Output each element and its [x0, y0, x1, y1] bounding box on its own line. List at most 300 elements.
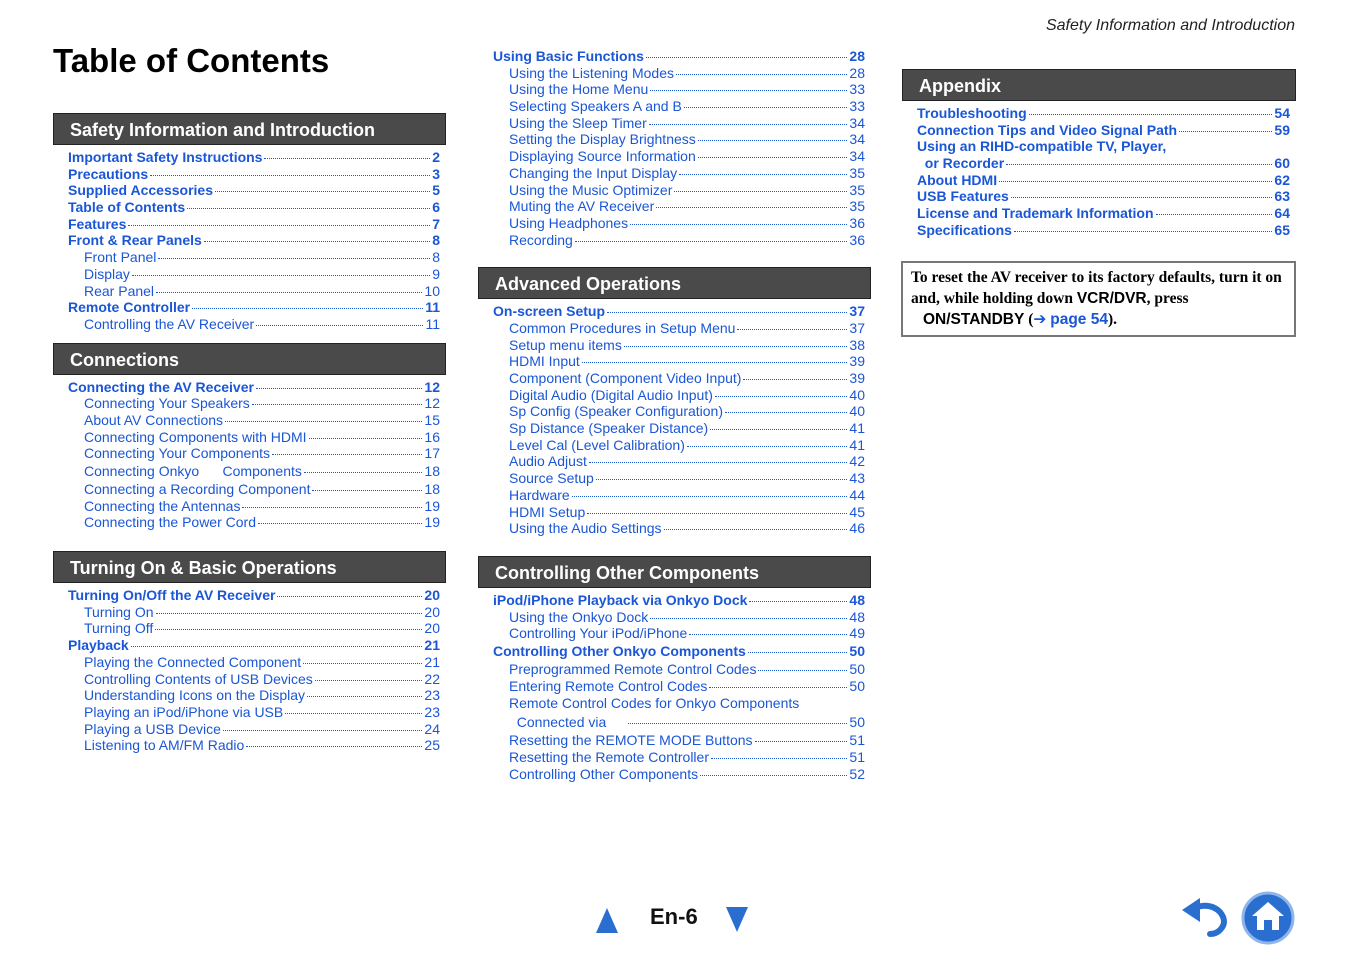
dot-leader [743, 379, 847, 380]
dot-leader [715, 396, 848, 397]
toc-entry[interactable] [53, 149, 446, 166]
dot-leader [225, 421, 422, 422]
toc-entry[interactable] [478, 420, 871, 437]
toc-entry[interactable] [53, 249, 446, 266]
toc-entry-label: Precautions [68, 165, 149, 182]
toc-entry[interactable] [902, 188, 1296, 205]
toc-entry-label: Rear Panel [84, 282, 155, 299]
dot-leader [215, 191, 430, 192]
dot-leader [187, 208, 430, 209]
toc-list-advanced [478, 303, 871, 537]
toc-entry-label: Connecting a Recording Component [84, 481, 311, 497]
dot-leader [312, 490, 422, 491]
toc-entry-label: Connecting Your Components [84, 445, 271, 462]
toc-entry[interactable] [53, 199, 446, 216]
toc-entry[interactable] [53, 704, 446, 721]
toc-entry[interactable] [478, 198, 871, 215]
dot-leader [679, 174, 847, 175]
toc-entry-page: 38 [849, 336, 865, 353]
toc-entry-page: 9 [432, 265, 440, 282]
toc-entry[interactable] [478, 232, 871, 249]
toc-entry-label: Front Panel [84, 249, 157, 266]
toc-entry[interactable] [478, 713, 871, 732]
toc-entry-page: 19 [424, 514, 440, 531]
toc-entry-page: 48 [849, 591, 865, 608]
toc-entry-page: 48 [849, 608, 865, 625]
dot-leader [748, 652, 848, 653]
toc-entry[interactable] [478, 592, 871, 609]
toc-entry[interactable] [478, 131, 871, 148]
toc-entry-page: 50 [849, 677, 865, 694]
toc-entry[interactable] [478, 353, 871, 370]
dot-leader [131, 646, 423, 647]
dot-leader [256, 325, 423, 326]
dot-leader [303, 663, 422, 664]
toc-entry-label: Connecting the AV Receiver [68, 378, 254, 395]
toc-entry[interactable] [53, 462, 446, 481]
dot-leader [755, 741, 848, 742]
toc-entry-page: 40 [849, 403, 865, 420]
toc-entry-page: 42 [849, 453, 865, 470]
toc-entry-page: 36 [849, 214, 865, 231]
toc-entry[interactable] [902, 222, 1296, 239]
dot-leader [256, 388, 422, 389]
toc-entry-label: Recording [509, 231, 573, 248]
toc-entry[interactable] [53, 316, 446, 333]
page-title: Table of Contents [53, 42, 330, 79]
toc-entry-label: Connecting the Power Cord [84, 514, 256, 531]
dot-leader [999, 181, 1272, 182]
dot-leader [650, 618, 847, 619]
toc-entry[interactable] [902, 205, 1296, 222]
toc-entry-page: 10 [424, 282, 440, 299]
toc-entry[interactable] [478, 48, 871, 65]
toc-entry[interactable] [478, 504, 871, 521]
toc-entry-label: Controlling Other Components [509, 765, 699, 782]
toc-entry[interactable] [53, 587, 446, 604]
dot-leader [192, 308, 423, 309]
toc-entry-page: 11 [425, 299, 440, 316]
toc-entry-label: Controlling the AV Receiver [84, 315, 255, 332]
toc-entry-page: 35 [849, 164, 865, 181]
notice-text: To reset the AV receiver to its factory defaults, turn it on and, while holding down [911, 269, 1282, 307]
running-header: Safety Information and Introduction [1045, 17, 1295, 34]
dot-leader [307, 696, 422, 697]
toc-entry-label: On-screen Setup [493, 303, 606, 320]
toc-entry[interactable] [53, 379, 446, 396]
toc-entry[interactable] [53, 737, 446, 754]
toc-column-2 [478, 48, 871, 782]
toc-entry-label: Playback [68, 637, 129, 654]
toc-entry-page: 18 [424, 463, 440, 479]
toc-entry-label: Listening to AM/FM Radio [84, 737, 245, 754]
dot-leader [156, 613, 423, 614]
dot-leader [272, 454, 422, 455]
toc-entry-label: Front & Rear Panels [68, 232, 202, 249]
toc-entry-label: Turning On [84, 603, 154, 620]
toc-entry-label: Playing an iPod/iPhone via USB [84, 703, 284, 720]
toc-entry-label: Troubleshooting [917, 105, 1027, 121]
toc-entry-label: Turning Off [84, 620, 154, 637]
toc-entry-label: Using Basic Functions [493, 48, 644, 64]
toc-entry-page: 34 [849, 114, 865, 131]
toc-entry-page: 24 [424, 720, 440, 737]
dot-leader [758, 670, 847, 671]
toc-entry-page: 2 [432, 149, 440, 165]
dot-leader [656, 207, 847, 208]
toc-entry[interactable] [478, 470, 871, 487]
toc-entry-label: Connecting the Antennas [84, 497, 241, 514]
dot-leader [687, 446, 848, 447]
toc-entry-page: 17 [424, 445, 440, 462]
toc-entry-page: 33 [849, 81, 865, 98]
toc-entry-label: Connecting Onkyo Components [84, 463, 302, 479]
dot-leader [709, 687, 847, 688]
toc-entry-label: Source Setup [509, 470, 594, 487]
toc-entry-label: Resetting the Remote Controller [509, 749, 709, 765]
toc-entry[interactable] [53, 514, 446, 531]
dot-leader [587, 513, 847, 514]
toc-entry-label: Entering Remote Control Codes [509, 677, 708, 694]
toc-entry-label: Controlling Other Onkyo Components [493, 642, 746, 659]
home-icon[interactable] [1241, 891, 1295, 945]
toc-entry[interactable] [53, 429, 446, 446]
toc-entry[interactable] [53, 481, 446, 498]
dot-leader [676, 74, 847, 75]
toc-entry-page: 64 [1274, 205, 1290, 222]
dot-leader [204, 241, 430, 242]
notice-open: ( [1024, 311, 1034, 328]
toc-list-basic-functions [478, 48, 871, 248]
toc-entry[interactable] [478, 337, 871, 354]
toc-entry-label: Level Cal (Level Calibration) [509, 436, 685, 453]
toc-entry[interactable] [53, 232, 446, 249]
toc-entry-label: License and Trademark Information [917, 205, 1154, 222]
toc-entry-page: 21 [424, 653, 440, 670]
toc-entry-page: 62 [1274, 171, 1290, 188]
toc-entry-label: Controlling Your iPod/iPhone [509, 625, 688, 642]
toc-entry[interactable] [53, 654, 446, 671]
toc-entry-label: Hardware [509, 486, 570, 503]
toc-entry-page: 20 [424, 603, 440, 620]
toc-entry[interactable] [53, 412, 446, 429]
notice-key-on-standby: ON/STANDBY [923, 311, 1025, 328]
toc-entry[interactable] [53, 266, 446, 283]
toc-entry[interactable] [478, 732, 871, 749]
dot-leader [646, 57, 848, 58]
toc-entry-label: Playing the Connected Component [84, 653, 302, 670]
toc-entry[interactable] [53, 283, 446, 300]
toc-list-connections [53, 379, 446, 532]
toc-entry-page: 44 [849, 486, 865, 503]
toc-entry-label: Connected via [509, 714, 626, 731]
toc-entry-page: 23 [424, 703, 440, 720]
toc-entry-page: 51 [849, 749, 865, 765]
toc-entry-page: 34 [849, 148, 865, 165]
section-header-controlling: Controlling Other Components [478, 556, 871, 588]
toc-entry[interactable] [902, 122, 1296, 139]
toc-entry-label: Connecting Your Speakers [84, 395, 250, 412]
toc-entry[interactable] [478, 749, 871, 766]
dot-leader [582, 362, 848, 363]
toc-entry[interactable] [478, 437, 871, 454]
next-page-down-arrow-icon[interactable] [725, 906, 749, 934]
toc-entry[interactable] [53, 216, 446, 233]
back-arrow-icon[interactable] [1180, 896, 1230, 938]
toc-entry-page: 41 [849, 436, 865, 453]
toc-entry-page: 28 [849, 48, 865, 64]
dot-leader [264, 158, 430, 159]
toc-entry[interactable] [478, 320, 871, 337]
toc-entry-page: 16 [424, 428, 440, 445]
toc-entry[interactable] [53, 166, 446, 183]
toc-entry[interactable] [53, 637, 446, 654]
toc-entry-label: Supplied Accessories [68, 182, 213, 199]
dot-leader [1156, 214, 1273, 215]
toc-entry-page: 15 [424, 411, 440, 428]
toc-entry-label: Using the Music Optimizer [509, 181, 673, 198]
dot-leader [649, 124, 848, 125]
toc-entry-page: 52 [849, 765, 865, 782]
dot-leader [698, 157, 848, 158]
dot-leader [596, 479, 848, 480]
toc-entry-page: 35 [849, 198, 865, 215]
dot-leader [156, 292, 422, 293]
dot-leader [252, 404, 423, 405]
dot-leader [1179, 131, 1272, 132]
toc-entry[interactable] [478, 215, 871, 232]
toc-entry[interactable] [53, 445, 446, 462]
toc-entry-page: 8 [432, 232, 440, 249]
toc-entry[interactable] [902, 138, 1296, 155]
toc-entry-page: 20 [424, 587, 440, 604]
dot-leader [155, 629, 422, 630]
toc-entry[interactable] [478, 370, 871, 387]
toc-entry-label: Using the Audio Settings [509, 520, 662, 537]
arrow-right-icon: ➔ [1033, 311, 1047, 328]
previous-page-up-arrow-icon[interactable] [595, 906, 619, 934]
toc-entry-label: Sp Config (Speaker Configuration) [509, 403, 724, 420]
toc-entry-label: Muting the AV Receiver [509, 198, 655, 215]
toc-entry-page: 28 [849, 64, 865, 81]
toc-entry-page: 65 [1274, 221, 1290, 238]
toc-entry[interactable] [478, 661, 871, 678]
toc-list-turning-on [53, 587, 446, 754]
toc-entry[interactable] [478, 453, 871, 470]
section-header-safety: Safety Information and Introduction [53, 113, 446, 145]
toc-entry-label: Features [68, 215, 127, 232]
toc-entry-page: 18 [424, 481, 440, 497]
toc-entry-label: Connection Tips and Video Signal Path [917, 121, 1178, 138]
toc-entry-page: 51 [849, 732, 865, 749]
toc-entry-label: Sp Distance (Speaker Distance) [509, 420, 709, 437]
toc-entry-label: About HDMI [917, 171, 998, 188]
section-header-advanced: Advanced Operations [478, 267, 871, 299]
toc-entry-page: 5 [432, 182, 440, 199]
dot-leader [128, 225, 430, 226]
toc-entry[interactable] [53, 620, 446, 637]
toc-entry-page: 6 [432, 199, 440, 216]
toc-entry-label: Changing the Input Display [509, 164, 678, 181]
toc-entry-page: 43 [849, 470, 865, 487]
toc-entry-page: 19 [424, 497, 440, 514]
toc-entry-page: 41 [849, 420, 865, 437]
toc-entry-label: Using the Sleep Timer [509, 114, 647, 131]
toc-entry-page: 33 [849, 98, 865, 115]
toc-entry-label: Displaying Source Information [509, 148, 696, 165]
toc-entry[interactable] [478, 303, 871, 320]
toc-entry-label: Display [84, 265, 130, 282]
toc-entry-page: 23 [424, 687, 440, 704]
toc-entry-label: Table of Contents [68, 199, 186, 216]
toc-entry-page: 54 [1274, 105, 1290, 121]
section-header-connections: Connections [53, 343, 446, 375]
toc-entry-label: Component (Component Video Input) [509, 370, 742, 386]
toc-entry[interactable] [53, 182, 446, 199]
notice-key-vcr-dvr: VCR/DVR [1076, 290, 1147, 307]
toc-entry[interactable] [478, 609, 871, 626]
toc-entry[interactable] [53, 498, 446, 515]
dot-leader [698, 140, 848, 141]
dot-leader [737, 329, 847, 330]
dot-leader [689, 634, 847, 635]
toc-entry-page: 35 [849, 181, 865, 198]
dot-leader [304, 472, 423, 473]
dot-leader [589, 462, 848, 463]
toc-entry[interactable] [478, 625, 871, 642]
toc-entry[interactable] [53, 604, 446, 621]
section-header-turning-on: Turning On & Basic Operations [53, 551, 446, 583]
toc-entry-label: About AV Connections [84, 411, 224, 428]
toc-entry-label: Controlling Contents of USB Devices [84, 670, 313, 687]
dot-leader [575, 241, 848, 242]
dot-leader [711, 758, 847, 759]
section-header-appendix: Appendix [902, 69, 1296, 101]
toc-column-1 [53, 113, 446, 754]
dot-leader [277, 596, 422, 597]
dot-leader [684, 107, 848, 108]
dot-leader [223, 730, 422, 731]
toc-entry-label: or Recorder [917, 155, 1005, 172]
toc-entry-label: Audio Adjust [509, 453, 587, 470]
toc-entry[interactable] [478, 487, 871, 504]
toc-entry[interactable] [478, 520, 871, 537]
toc-entry[interactable] [478, 642, 871, 661]
toc-entry-page: 39 [849, 353, 865, 370]
toc-entry[interactable] [478, 115, 871, 132]
toc-entry-page: 50 [849, 642, 865, 659]
toc-entry-page: 50 [849, 660, 865, 677]
toc-entry[interactable] [478, 387, 871, 404]
toc-list-safety [53, 149, 446, 333]
toc-entry-page: 37 [849, 303, 865, 320]
toc-entry-page: 45 [849, 503, 865, 520]
dot-leader [700, 775, 847, 776]
toc-entry[interactable] [478, 678, 871, 695]
notice-text-mid: , press [1146, 290, 1189, 307]
toc-entry-page: 39 [849, 370, 865, 386]
toc-entry-label: Resetting the REMOTE MODE Buttons [509, 732, 753, 749]
dot-leader [1011, 197, 1273, 198]
dot-leader [664, 529, 848, 530]
toc-entry-label: HDMI Input [509, 353, 580, 370]
toc-entry-label: Important Safety Instructions [68, 149, 263, 165]
toc-entry[interactable] [902, 105, 1296, 122]
toc-entry[interactable] [902, 172, 1296, 189]
toc-entry[interactable] [478, 165, 871, 182]
toc-entry[interactable] [478, 403, 871, 420]
toc-entry[interactable] [53, 721, 446, 738]
toc-entry[interactable] [902, 155, 1296, 172]
toc-entry-label: USB Features [917, 188, 1009, 205]
toc-entry-page: 22 [424, 670, 440, 687]
dot-leader [710, 429, 847, 430]
toc-entry-label: Connecting Components with HDMI [84, 428, 307, 445]
toc-entry-page: 3 [432, 165, 440, 182]
toc-entry-page: 40 [849, 386, 865, 403]
toc-entry-label: Selecting Speakers A and B [509, 98, 682, 115]
toc-entry-label: Remote Controller [68, 299, 191, 316]
toc-entry-label: Preprogrammed Remote Control Codes [509, 660, 757, 677]
toc-entry-label: iPod/iPhone Playback via Onkyo Dock [493, 591, 748, 608]
dot-leader [572, 496, 848, 497]
toc-entry-page: 34 [849, 131, 865, 148]
toc-entry-label: Setting the Display Brightness [509, 131, 696, 148]
dot-leader [628, 723, 848, 724]
toc-entry[interactable] [53, 687, 446, 704]
toc-entry-label: Specifications [917, 221, 1012, 238]
toc-entry-page: 50 [849, 714, 865, 731]
toc-entry[interactable] [478, 65, 871, 82]
dot-leader [242, 507, 422, 508]
toc-entry[interactable] [478, 98, 871, 115]
toc-entry-page: 36 [849, 231, 865, 248]
dot-leader [150, 175, 430, 176]
toc-entry-page: 63 [1274, 188, 1290, 205]
toc-entry[interactable] [53, 299, 446, 316]
toc-entry-page: 59 [1274, 121, 1290, 138]
toc-list-appendix [902, 105, 1296, 239]
toc-entry-label: Understanding Icons on the Display [84, 687, 306, 704]
dot-leader [1029, 114, 1273, 115]
toc-entry-label: Common Procedures in Setup Menu [509, 319, 736, 336]
toc-entry-label: Setup menu items [509, 336, 622, 353]
toc-entry-label: Using the Home Menu [509, 81, 649, 98]
toc-entry[interactable] [478, 148, 871, 165]
dot-leader [749, 601, 847, 602]
toc-entry[interactable] [478, 766, 871, 783]
toc-entry-label: Digital Audio (Digital Audio Input) [509, 386, 713, 403]
dot-leader [650, 90, 847, 91]
factory-reset-notice [901, 261, 1296, 337]
toc-entry[interactable] [478, 694, 871, 713]
toc-entry-page: 7 [432, 215, 440, 232]
dot-leader [309, 438, 423, 439]
dot-leader [132, 275, 430, 276]
dot-leader [674, 191, 847, 192]
toc-entry-page: 11 [425, 315, 440, 332]
toc-entry-page: 25 [424, 737, 440, 754]
dot-leader [607, 312, 847, 313]
notice-page-link[interactable]: page 54 [1050, 311, 1108, 328]
toc-entry-page: 37 [849, 319, 865, 336]
toc-entry[interactable] [478, 81, 871, 98]
toc-entry[interactable] [53, 671, 446, 688]
toc-entry[interactable] [478, 182, 871, 199]
toc-entry-label: Using Headphones [509, 214, 629, 231]
toc-entry[interactable] [53, 395, 446, 412]
dot-leader [258, 523, 422, 524]
